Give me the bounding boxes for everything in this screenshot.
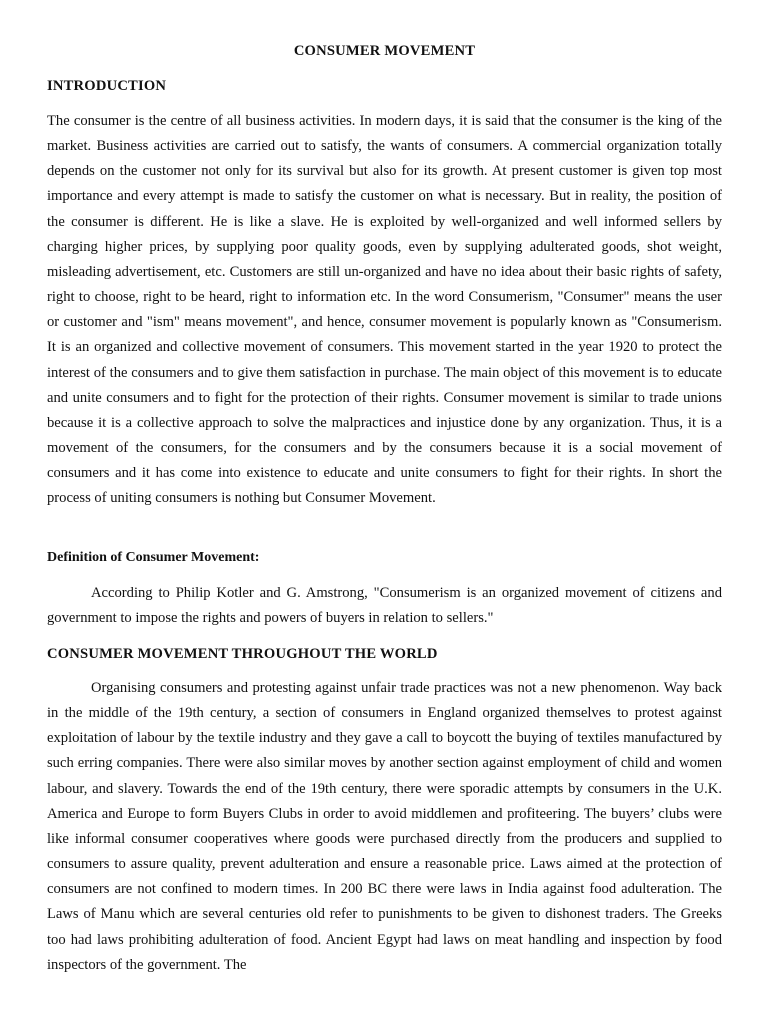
world-movement-heading: CONSUMER MOVEMENT THROUGHOUT THE WORLD — [47, 646, 438, 662]
world-movement-paragraph: Organising consumers and protesting against unfair trade practices was not a new phenomenon. Way back in the middle of the 19th century, a section of consumers in England organized themselves to protest against exploitation of labour by the textile industry and they gave a call to boycott the buying of textiles manufactured by such erring companies. There were also similar moves by another section against employment of child and women labour, and slavery. Towards the end of the 19th century, there were sporadic attempts by consumers in the U.K. America and Europe to form Buyers Clubs in order to avoid middlemen and profiteering. The buyers’ clubs were like informal consumer cooperatives where goods were purchased directly from the producers and supplied to consumers to assure quality, prevent adulteration and ensure a reasonable price. Laws aimed at the protection of consumers are not confined to modern times. In 200 BC there were laws in India against food adulteration. The Laws of Manu which are several centuries old refer to punishments to be given to dishonest traders. The Greeks too had laws prohibiting adulteration of food. Ancient Egypt had laws on meat handling and inspection by food inspectors of the government. The — [47, 680, 722, 973]
document-title: CONSUMER MOVEMENT — [293, 43, 476, 59]
introduction-heading: INTRODUCTION — [47, 78, 167, 94]
introduction-paragraph: The consumer is the centre of all business activities. In modern days, it is said that the consumer is the king of the market. Business activities are carried out to satisfy, the wants of consumers. A commercial organization totally depends on the customer not only for its survival but also for its growth. At present customer is given top most importance and every attempt is made to satisfy the customer on what is necessary. But in reality, the position of the consumer is different. He is like a slave. He is exploited by well-organized and well informed sellers by charging higher prices, by supplying poor quality goods, even by supplying adulterated goods, shot weight, misleading advertisement, etc. Customers are still un-organized and have no idea about their basic rights of safety, right to choose, right to be heard, right to information etc. In the word Consumerism, "Consumer" means the user or customer and "ism" means movement", and hence, consumer movement is popularly known as "Consumerism. It is an organized and collective movement of consumers. This movement started in the year 1920 to protect the interest of the consumers and to give them satisfaction in purchase. The main object of this movement is to educate and unite consumers and to fight for the protection of their rights. Consumer movement is similar to trade unions because it is a collective approach to solve the malpractices and injustice done by any organization. Thus, it is a movement of the consumers, for the consumers and by the consumers because it is a social movement of consumers and it has come into existence to educate and unite consumers to fight for their rights. In short the process of uniting consumers is nothing but Consumer Movement. — [47, 113, 722, 507]
definition-paragraph: According to Philip Kotler and G. Amstrong, "Consumerism is an organized movement of citizens and government to impose the rights and powers of buyers in relation to sellers." — [47, 585, 722, 627]
document-page — [47, 0, 722, 1024]
definition-heading: Definition of Consumer Movement: — [47, 550, 260, 565]
